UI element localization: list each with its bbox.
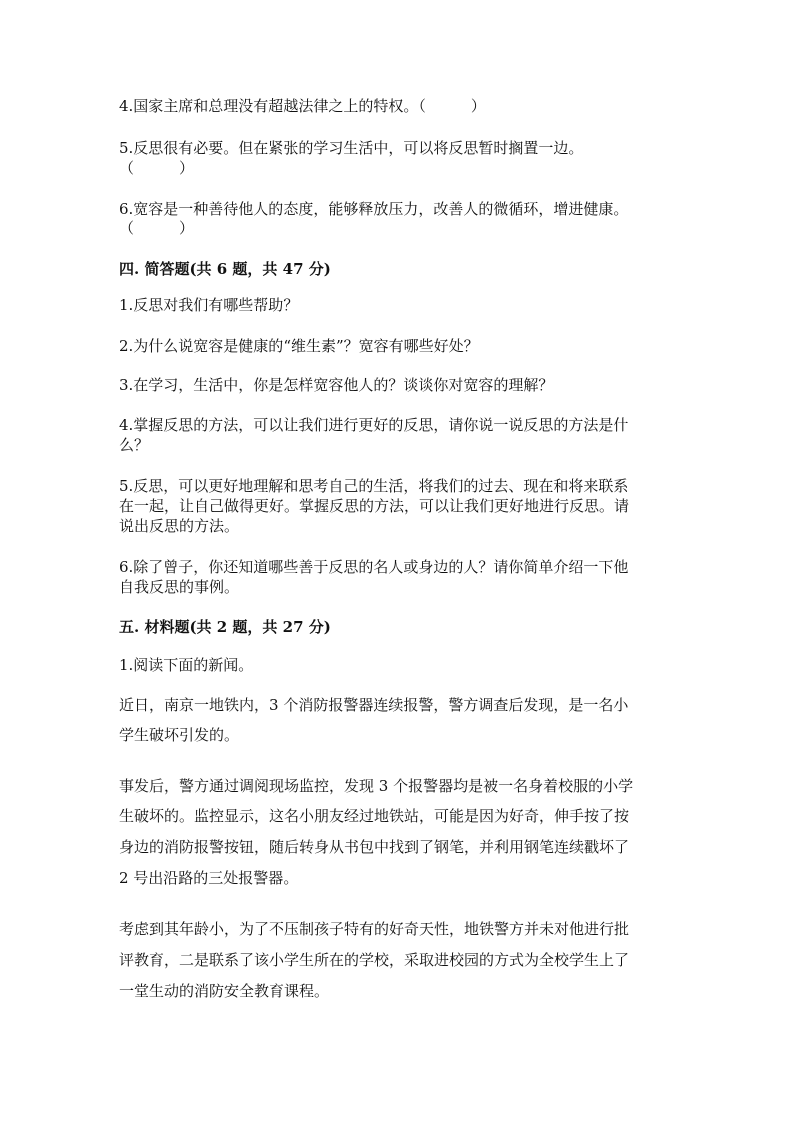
tf-item-5-line1: 5.反思很有必要。但在紧张的学习生活中，可以将反思暂时搁置一边。 [119,139,584,157]
news-paragraph-3-line2: 评教育，二是联系了该小学生所在的学校，采取进校园的方式为全校学生上了 [119,951,630,969]
section-4-heading: 四. 简答题(共 6 题，共 47 分) [119,260,331,278]
s4-question-6-line1: 6.除了曾子，你还知道哪些善于反思的名人或身边的人？请你简单介绍一下他 [119,558,629,576]
s4-question-4-line1: 4.掌握反思的方法，可以让我们进行更好的反思，请你说一说反思的方法是什 [119,416,629,434]
news-paragraph-3-line3: 一堂生动的消防安全教育课程。 [119,982,330,1000]
s4-question-5-line1: 5.反思，可以更好地理解和思考自己的生活，将我们的过去、现在和将来联系 [119,477,629,495]
news-paragraph-3-line1: 考虑到其年龄小，为了不压制孩子特有的好奇天性，地铁警方并未对他进行批 [119,920,630,938]
news-paragraph-2-line4: 2 号出沿路的三处报警器。 [119,869,299,887]
news-paragraph-2-line1: 事发后，警方通过调阅现场监控，发现 3 个报警器均是被一名身着校服的小学 [119,777,634,795]
s4-question-6-line2: 自我反思的事例。 [119,578,240,596]
s5-question-1: 1.阅读下面的新闻。 [119,656,254,674]
tf-item-5-line2: （ ） [119,159,195,177]
tf-item-4: 4.国家主席和总理没有超越法律之上的特权。（ ） [119,97,486,115]
s4-question-2: 2.为什么说宽容是健康的“维生素”？宽容有哪些好处？ [119,337,479,355]
tf-item-6-line1: 6.宽容是一种善待他人的态度，能够释放压力，改善人的微循环，增进健康。 [119,200,629,218]
s4-question-5-line2: 在一起，让自己做得更好。掌握反思的方法，可以让我们更好地进行反思。请 [119,497,630,515]
news-paragraph-2-line2: 生破坏的。监控显示，这名小朋友经过地铁站，可能是因为好奇，伸手按了按 [119,807,630,825]
s4-question-4-line2: 么？ [119,436,150,454]
section-5-heading: 五. 材料题(共 2 题，共 27 分) [119,618,331,636]
tf-item-6-line2: （ ） [119,219,195,237]
s4-question-3: 3.在学习，生活中，你是怎样宽容他人的？谈谈你对宽容的理解？ [119,376,554,394]
s4-question-5-line3: 说出反思的方法。 [119,517,240,535]
news-paragraph-1-line1: 近日，南京一地铁内，3 个消防报警器连续报警，警方调查后发现，是一名小 [119,696,629,714]
s4-question-1: 1.反思对我们有哪些帮助？ [119,296,299,314]
news-paragraph-1-line2: 学生破坏引发的。 [119,726,240,744]
news-paragraph-2-line3: 身边的消防报警按钮，随后转身从书包中找到了钢笔，并利用钢笔连续戳坏了 [119,838,630,856]
